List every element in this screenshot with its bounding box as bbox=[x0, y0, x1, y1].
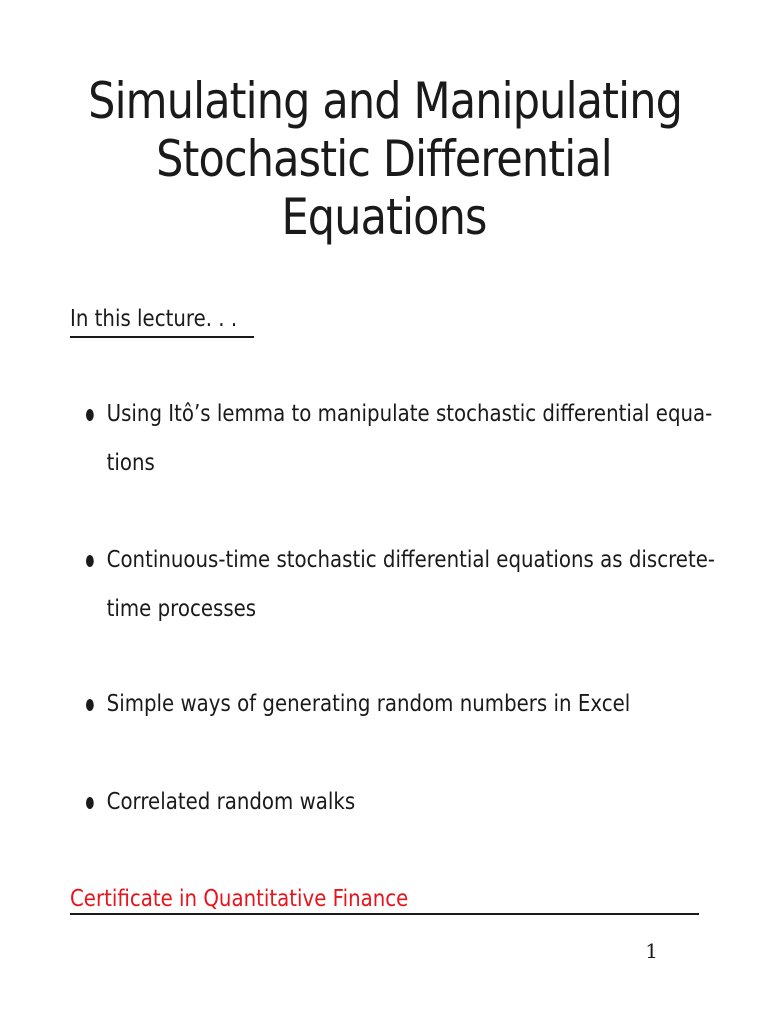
title-line-2: Stochastic Differential bbox=[156, 130, 612, 188]
section-heading: In this lecture. . . bbox=[70, 306, 238, 332]
bullet-line: time processes bbox=[106, 596, 257, 622]
bullet-dot-icon bbox=[86, 409, 94, 421]
title-line-3: Equations bbox=[281, 188, 487, 246]
bullet-text bbox=[107, 778, 700, 827]
bullet-dot-icon bbox=[86, 699, 94, 711]
bullet-line: Correlated random walks bbox=[106, 789, 356, 815]
bullet-text bbox=[106, 536, 716, 634]
bullet-item-discrete-time bbox=[86, 536, 716, 634]
section-heading-underline bbox=[70, 336, 254, 338]
bullet-text bbox=[106, 390, 713, 488]
bullet-text bbox=[107, 680, 700, 729]
bullet-line: tions bbox=[106, 450, 155, 476]
bullet-item-random-numbers bbox=[86, 680, 688, 729]
bullet-line: Using Itô’s lemma to manipulate stochastic differential equa- bbox=[106, 401, 713, 427]
title-line-1: Simulating and Manipulating bbox=[88, 72, 683, 130]
bullet-line: Continuous-time stochastic differential equations as discrete- bbox=[106, 547, 716, 573]
footer-rule bbox=[70, 913, 699, 915]
bullet-item-random-walks bbox=[86, 778, 688, 827]
bullet-item-ito-lemma bbox=[86, 390, 713, 488]
page-number: 1 bbox=[645, 939, 658, 963]
footer-course-name: Certificate in Quantitative Finance bbox=[70, 886, 409, 912]
bullet-dot-icon bbox=[86, 797, 94, 809]
bullet-dot-icon bbox=[86, 555, 94, 567]
slide-title bbox=[88, 72, 683, 246]
bullet-line: Simple ways of generating random numbers in Excel bbox=[106, 691, 631, 717]
